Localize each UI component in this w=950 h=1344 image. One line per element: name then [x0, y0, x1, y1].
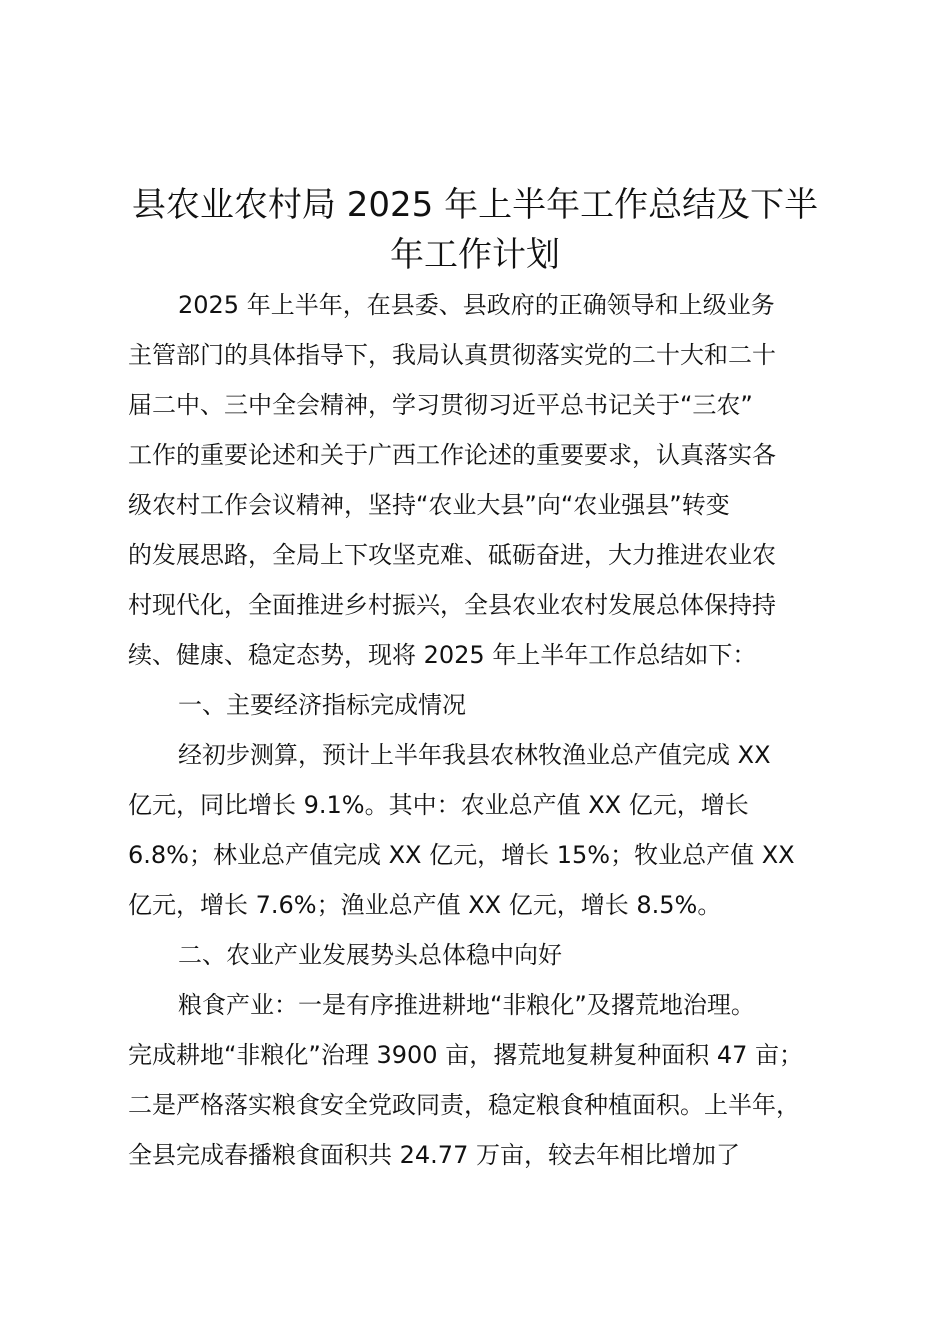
- intro-line-7: 村现代化，全面推进乡村振兴，全县农业农村发展总体保持持: [128, 591, 776, 619]
- section-2-line-3: 二是严格落实粮食安全党政同责，稳定粮食种植面积。上半年，: [128, 1091, 800, 1119]
- intro-line-3: 届二中、三中全会精神，学习贯彻习近平总书记关于“三农”: [128, 391, 753, 419]
- section-2-line-4: 全县完成春播粮食面积共 24.77 万亩，较去年相比增加了: [128, 1141, 740, 1169]
- intro-line-8: 续、健康、稳定态势，现将 2025 年上半年工作总结如下：: [128, 641, 757, 669]
- intro-line-4: 工作的重要论述和关于广西工作论述的重要要求，认真落实各: [128, 441, 776, 469]
- section-1-line-2: 亿元，同比增长 9.1%。其中：农业总产值 XX 亿元，增长: [128, 791, 749, 819]
- section-1-line-3: 6.8%；林业总产值完成 XX 亿元，增长 15%；牧业总产值 XX: [128, 841, 795, 869]
- section-1-heading: 一、主要经济指标完成情况: [178, 691, 466, 719]
- section-2-line-2: 完成耕地“非粮化”治理 3900 亩，撂荒地复耕复种面积 47 亩；: [128, 1041, 803, 1069]
- intro-line-6: 的发展思路，全局上下攻坚克难、砥砺奋进，大力推进农业农: [128, 541, 776, 569]
- document-title-line-1: 县农业农村局 2025 年上半年工作总结及下半: [131, 185, 819, 225]
- intro-line-1: 2025 年上半年，在县委、县政府的正确领导和上级业务: [178, 291, 775, 319]
- section-2-line-1: 粮食产业：一是有序推进耕地“非粮化”及撂荒地治理。: [178, 991, 755, 1019]
- section-1-line-1: 经初步测算，预计上半年我县农林牧渔业总产值完成 XX: [178, 741, 771, 769]
- document-title-line-2: 年工作计划: [390, 235, 560, 275]
- section-1-line-4: 亿元，增长 7.6%；渔业总产值 XX 亿元，增长 8.5%。: [128, 891, 722, 919]
- intro-line-5: 级农村工作会议精神，坚持“农业大县”向“农业强县”转变: [128, 491, 730, 519]
- intro-line-2: 主管部门的具体指导下，我局认真贯彻落实党的二十大和二十: [128, 341, 776, 369]
- section-2-heading: 二、农业产业发展势头总体稳中向好: [178, 941, 562, 969]
